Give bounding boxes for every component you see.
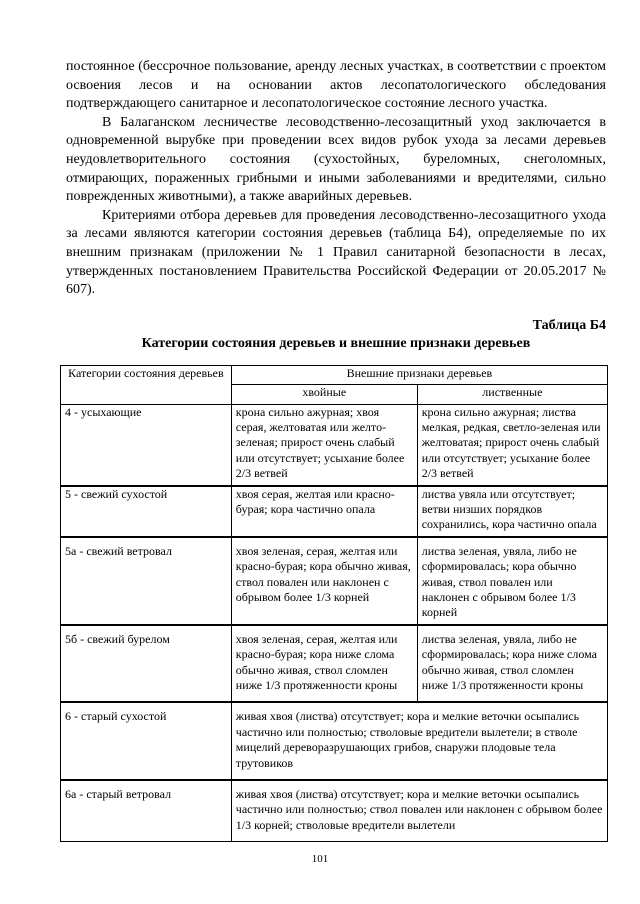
row-deciduous: листва зеленая, увяла, либо не сформировалась; кора обычно живая, ствол повален или наклонен с обрывом более 1/3 корней — [417, 537, 607, 625]
row-signs: живая хвоя (листва) отсутствует; кора и мелкие веточки осыпались частично или полностью; стволовые вредители вылетели; в стволе мицелий дереворазрушающих грибов, снаружи плодовые тела трутовиков — [231, 702, 607, 780]
row-deciduous: крона сильно ажурная; листва мелкая, редкая, светло-зеленая или желтоватая; прирост очень слабый или отсутствует; усыхание более 2/3 ветвей — [417, 404, 607, 486]
row-deciduous: листва увяла или отсутствует; ветви низших порядков сохранились, кора частично опала — [417, 486, 607, 537]
header-deciduous: лиственные — [417, 385, 607, 404]
table-row — [61, 625, 608, 703]
table-row — [61, 702, 608, 780]
page-number: 101 — [311, 853, 329, 865]
paragraph-3: Критериями отбора деревьев для проведения лесоводственно-лесозащитного ухода за лесами являются категории состояния деревьев (таблица Б4), определяемые по их внешним признакам (приложении № 1 Правил санитарной безопасности в лесах, утвержденных постановлением Правительства Российской Федерации от 20.05.2017 № 607). — [66, 207, 606, 298]
row-coniferous: хвоя зеленая, серая, желтая или красно-бурая; кора обычно живая, ствол повален или наклонен с обрывом более 1/3 корней — [231, 537, 417, 625]
table-title: Категории состояния деревьев и внешние признаки деревьев — [141, 335, 531, 351]
row-coniferous: крона сильно ажурная; хвоя серая, желтоватая или желто-зеленая; прирост очень слабый или отсутствует; усыхание более 2/3 ветвей — [231, 404, 417, 486]
header-coniferous: хвойные — [231, 385, 417, 404]
table-row — [61, 404, 608, 486]
row-category: 5б - свежий бурелом — [61, 625, 232, 703]
table-row — [61, 537, 608, 625]
table-label: Таблица Б4 — [532, 317, 606, 333]
row-category: 5а - свежий ветровал — [61, 537, 232, 625]
row-coniferous: хвоя зеленая, серая, желтая или красно-бурая; кора ниже слома обычно живая, ствол сломлен ниже 1/3 протяженности кроны — [231, 625, 417, 703]
header-signs: Внешние признаки деревьев — [231, 365, 607, 384]
row-deciduous: листва зеленая, увяла, либо не сформировалась; кора ниже слома обычно живая, ствол сломлен ниже 1/3 протяженности кроны — [417, 625, 607, 703]
paragraph-1: постоянное (бессрочное пользование, аренду лесных участках, в соответствии с проектом освоения лесов и на основании актов лесопатологического обследования подтверждающего санитарное и лесопатологическое состояние лесного участка. — [66, 59, 606, 112]
row-category: 4 - усыхающие — [61, 404, 232, 486]
row-category: 6а - старый ветровал — [61, 780, 232, 842]
table-row — [61, 486, 608, 537]
document-page — [66, 58, 606, 842]
row-signs: живая хвоя (листва) отсутствует; кора и мелкие веточки осыпались частично или полностью; ствол повален или наклонен с обрывом более 1/3 корней; стволовые вредители вылетели — [231, 780, 607, 842]
header-category: Категории состояния деревьев — [61, 365, 232, 404]
paragraph-2: В Балаганском лесничестве лесоводственно-лесозащитный уход заключается в одновременной вырубке при проведении всех видов рубок ухода за лесами деревьев неудовлетворительного состояния (сухостойных, буреломных, снеголомных, отмирающих, пораженных грибными и иными заболеваниями и вредителями, сильно поврежденных животными), а также аварийных деревьев. — [66, 114, 606, 205]
tree-condition-table — [60, 365, 608, 843]
row-coniferous: хвоя серая, желтая или красно-бурая; кора частично опала — [231, 486, 417, 537]
table-row — [61, 780, 608, 842]
row-category: 6 - старый сухостой — [61, 702, 232, 780]
row-category: 5 - свежий сухостой — [61, 486, 232, 537]
